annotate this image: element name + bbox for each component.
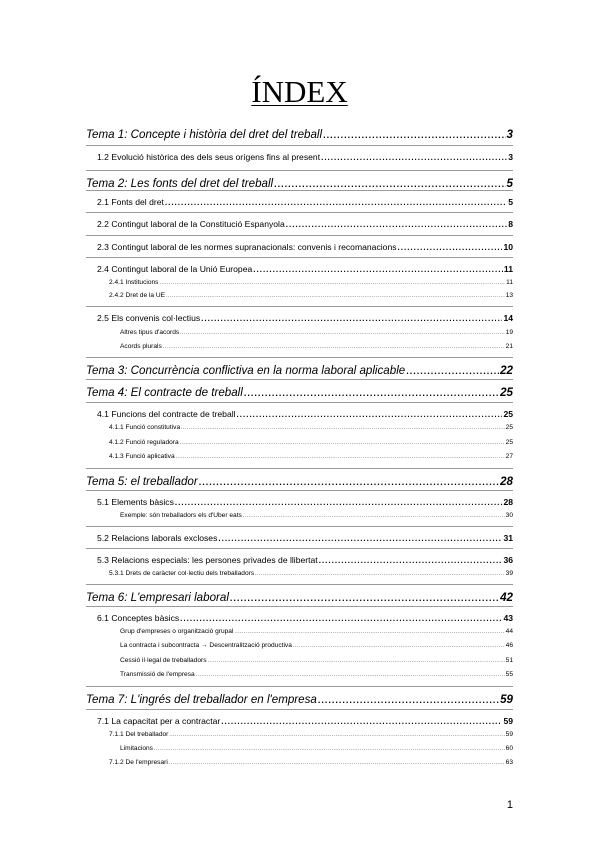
toc-entry[interactable] <box>86 475 513 493</box>
dot-leader <box>165 198 507 207</box>
dot-leader <box>234 629 504 635</box>
toc-entry-page: 30 <box>505 512 513 519</box>
toc-entry-page: 8 <box>508 219 513 229</box>
toc-entry[interactable] <box>109 439 513 450</box>
toc-entry[interactable] <box>120 642 513 653</box>
section-divider <box>86 257 513 258</box>
toc-entry-label: 2.4.2 Dret de la UE <box>109 292 166 299</box>
toc-entry[interactable] <box>109 570 513 581</box>
toc-entry-label: Tema 7: L'ingrés del treballador en l'empresa <box>86 693 317 706</box>
toc-entry-page: 5 <box>506 177 513 190</box>
toc-entry[interactable] <box>86 364 513 382</box>
section-divider <box>86 357 513 358</box>
toc-entry-label: 5.3.1 Drets de caràcter col·lectiu dels treballadors <box>109 570 255 577</box>
dot-leader <box>166 293 505 299</box>
toc-entry-page: 11 <box>506 279 513 286</box>
toc-entry[interactable] <box>86 591 513 609</box>
dot-leader <box>181 425 505 431</box>
toc-entry[interactable] <box>120 329 513 340</box>
section-divider <box>86 686 513 687</box>
toc-entry-page: 25 <box>505 439 513 446</box>
toc-entry[interactable] <box>97 613 513 627</box>
dot-leader <box>318 695 499 705</box>
dot-leader <box>169 760 505 766</box>
toc-entry-label: 2.3 Contingut laboral de les normes supranacionals: convenis i recomanacions <box>97 242 397 252</box>
dot-leader <box>321 153 507 162</box>
dot-leader <box>274 179 505 189</box>
toc-entry-page: 5 <box>508 197 513 207</box>
toc-entry-page: 59 <box>503 716 513 726</box>
toc-entry-label: Altres tipus d'acords <box>120 329 180 336</box>
toc-entry-label: Grup d'empreses o organització grupal <box>120 628 234 635</box>
dot-leader <box>218 534 502 543</box>
dot-leader <box>286 220 507 229</box>
toc-entry-label: 1.2 Evolució històrica des dels seus orígens fins al present <box>97 152 321 162</box>
dot-leader <box>180 330 504 336</box>
dot-leader <box>175 498 503 507</box>
toc-entry[interactable] <box>86 128 513 146</box>
toc-entry[interactable] <box>120 671 513 682</box>
toc-entry-label: La contracta i subcontracta → Descentralització productiva <box>120 642 292 649</box>
toc-entry[interactable] <box>109 424 513 435</box>
toc-entry[interactable] <box>97 219 513 233</box>
toc-entry-label: Tema 2: Les fonts del dret del treball <box>86 177 274 190</box>
dot-leader <box>169 732 504 738</box>
toc-entry-label: 2.2 Contingut laboral de la Constitució Espanyola <box>97 219 285 229</box>
toc-entry-label: 5.3 Relacions especials: les persones privades de llibertat <box>97 555 318 565</box>
page-number: 1 <box>506 799 513 811</box>
toc-entry-page: 21 <box>505 343 513 350</box>
toc-entry-label: 4.1.1 Funció constitutiva <box>109 424 181 431</box>
toc-entry[interactable] <box>120 512 513 523</box>
toc-entry[interactable] <box>86 177 513 195</box>
toc-entry-label: Limitacions <box>120 745 153 752</box>
toc-entry-label: 5.2 Relacions laborals excloses <box>97 533 218 543</box>
dot-leader <box>323 130 505 140</box>
toc-entry-label: 4.1.3 Funció aplicativa <box>109 453 175 460</box>
toc-entry-label: Tema 3: Concurrència conflictiva en la norma laboral aplicable <box>86 364 406 377</box>
toc-entry-page: 19 <box>505 329 513 336</box>
dot-leader <box>230 593 499 603</box>
toc-entry-page: 22 <box>500 364 513 377</box>
toc-entry[interactable] <box>109 279 513 290</box>
toc-entry[interactable] <box>97 716 513 730</box>
toc-entry-page: 63 <box>505 759 513 766</box>
dot-leader <box>196 672 505 678</box>
section-divider <box>86 526 513 527</box>
toc-entry-label: Cessió il·legal de treballadors <box>120 657 207 664</box>
toc-entry-page: 3 <box>508 152 513 162</box>
dot-leader <box>180 614 502 623</box>
toc-entry[interactable] <box>97 409 513 423</box>
toc-entry-page: 3 <box>506 128 513 141</box>
dot-leader <box>176 454 505 460</box>
toc-entry-page: 46 <box>505 642 513 649</box>
dot-leader <box>255 571 505 577</box>
section-divider <box>86 235 513 236</box>
toc-entry-page: 28 <box>503 497 513 507</box>
toc-entry-page: 25 <box>500 386 513 399</box>
toc-entry-page: 25 <box>505 424 513 431</box>
section-divider <box>86 170 513 171</box>
toc-entry-label: 2.5 Els convenis col·lectius <box>97 313 201 323</box>
section-divider <box>86 306 513 307</box>
toc-entry[interactable] <box>97 197 513 211</box>
toc-entry-label: 2.4 Contingut laboral de la Unió Europea <box>97 264 253 274</box>
toc-entry-label: 2.4.1 Institucions <box>109 279 159 286</box>
toc-entry-label: 5.1 Elements bàsics <box>97 497 174 507</box>
toc-entry-label: 7.1.1 Del treballador <box>109 731 169 738</box>
toc-entry-page: 11 <box>503 264 513 274</box>
toc-entry[interactable] <box>109 759 513 770</box>
toc-entry-page: 10 <box>503 242 513 252</box>
dot-leader <box>293 643 505 649</box>
toc-entry-label: 7.1 La capacitat per a contractar <box>97 716 221 726</box>
toc-entry[interactable] <box>97 533 513 547</box>
dot-leader <box>159 280 505 286</box>
dot-leader <box>154 746 505 752</box>
toc-entry[interactable] <box>120 628 513 639</box>
dot-leader <box>253 265 503 274</box>
toc-entry-label: Transmissió de l'empresa <box>120 671 195 678</box>
section-divider <box>86 584 513 585</box>
toc-entry-label: Acords plurals <box>120 343 162 350</box>
toc-entry-label: Exemple: són treballadors els d'Uber eats <box>120 512 242 519</box>
toc-entry[interactable] <box>86 693 513 711</box>
dot-leader <box>201 314 502 323</box>
toc-entry[interactable] <box>120 745 513 756</box>
toc-entry[interactable] <box>97 555 513 569</box>
dot-leader <box>319 556 503 565</box>
toc-entry[interactable] <box>109 731 513 742</box>
toc-entry-label: Tema 5: el treballador <box>86 475 198 488</box>
section-divider <box>86 548 513 549</box>
toc-entry-label: 6.1 Conceptes bàsics <box>97 613 180 623</box>
toc-entry-page: 27 <box>505 453 513 460</box>
toc-entry-page: 28 <box>500 475 513 488</box>
toc-entry-page: 44 <box>505 628 513 635</box>
toc-entry[interactable] <box>97 497 513 511</box>
toc-entry-page: 51 <box>505 657 513 664</box>
dot-leader <box>243 513 505 519</box>
dot-leader <box>208 658 505 664</box>
toc-entry-label: 7.1.2 De l'empresari <box>109 759 168 766</box>
toc-entry-page: 36 <box>503 555 513 565</box>
toc-entry[interactable] <box>109 292 513 303</box>
section-divider <box>86 212 513 213</box>
toc-entry-page: 59 <box>500 693 513 706</box>
toc-entry[interactable] <box>86 386 513 404</box>
toc-entry-label: 2.1 Fonts del dret <box>97 197 164 207</box>
toc-entry[interactable] <box>120 343 513 354</box>
toc-entry-page: 42 <box>500 591 513 604</box>
dot-leader <box>244 388 499 398</box>
toc-entry[interactable] <box>97 264 513 278</box>
section-divider <box>86 468 513 469</box>
toc-entry-page: 59 <box>505 731 513 738</box>
toc-entry-label: 4.1.2 Funció reguladora <box>109 439 179 446</box>
page-title: ÍNDEX <box>251 74 348 109</box>
toc-entry[interactable] <box>120 657 513 668</box>
toc-entry-page: 60 <box>505 745 513 752</box>
toc-entry-label: Tema 6: L'empresari laboral <box>86 591 229 604</box>
dot-leader <box>406 366 499 376</box>
dot-leader <box>180 440 505 446</box>
toc-entry[interactable] <box>97 152 513 166</box>
toc-entry[interactable] <box>97 313 513 327</box>
toc-entry-page: 31 <box>503 533 513 543</box>
dot-leader <box>237 410 503 419</box>
dot-leader <box>163 344 505 350</box>
toc-entry-page: 25 <box>503 409 513 419</box>
toc-entry-page: 39 <box>505 570 513 577</box>
toc-entry-page: 43 <box>503 613 513 623</box>
toc-entry-page: 13 <box>505 292 513 299</box>
toc-entry-label: Tema 1: Concepte i història del dret del treball <box>86 128 323 141</box>
dot-leader <box>199 477 499 487</box>
toc-entry[interactable] <box>97 242 513 256</box>
toc-entry-page: 55 <box>505 671 513 678</box>
toc-entry-label: Tema 4: El contracte de treball <box>86 386 243 399</box>
dot-leader <box>398 243 503 252</box>
toc-entry[interactable] <box>109 453 513 464</box>
dot-leader <box>221 717 502 726</box>
toc-entry-label: 4.1 Funcions del contracte de treball <box>97 409 236 419</box>
toc-entry-page: 14 <box>503 313 513 323</box>
